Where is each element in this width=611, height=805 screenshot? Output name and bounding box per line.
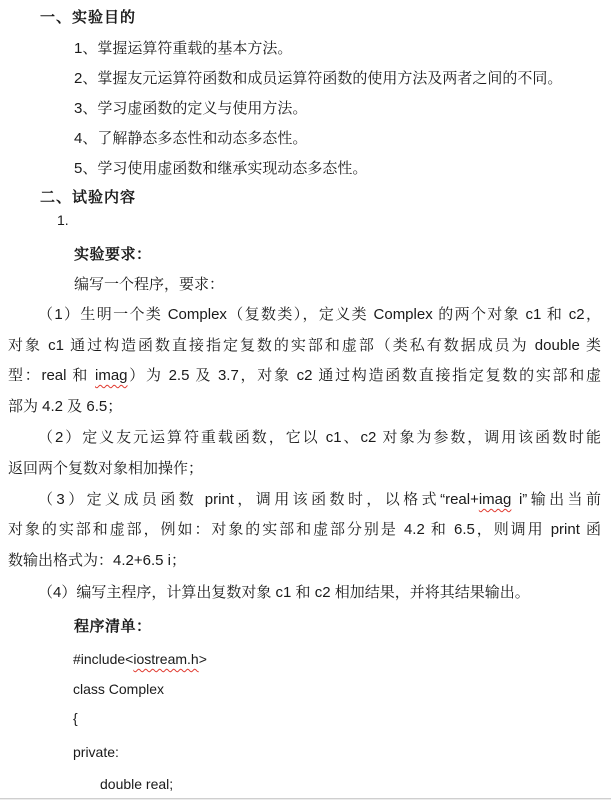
section1-heading: 一、实验目的 (40, 9, 137, 26)
page-bottom-divider (0, 798, 611, 800)
code-private-line: private: (73, 744, 119, 760)
para3-line3: 数输出格式为：4.2+6.5 i； (8, 552, 186, 569)
para3-line1 (8, 490, 601, 510)
section2-heading: 二、试验内容 (40, 189, 137, 206)
para1-line1: （1）生明一个类 Complex（复数类），定义类 Complex 的两个对象 c1 和 c2， (38, 306, 601, 323)
para3-line1-pre: （3）定义成员函数 print，调用该函数时，以格式“real+ (38, 491, 479, 508)
misspelled-word-imag: imag (478, 491, 512, 508)
requirements-heading: 实验要求： (74, 246, 152, 263)
code-class-line: class Complex (73, 681, 165, 697)
para1-line3 (8, 366, 601, 386)
para1-line3-pre: 型：real 和 (8, 367, 95, 384)
objective-item-4: 4、了解静态多态性和动态多态性。 (74, 130, 308, 147)
para1-line2: 对象 c1 通过构造函数直接指定复数的实部和虚部（类私有数据成员为 double 类 (8, 337, 601, 354)
code-include-pre: #include< (73, 651, 134, 667)
code-member-line: double real; (100, 776, 174, 792)
para2-line2: 返回两个复数对象相加操作； (8, 460, 204, 477)
para3-line2: 对象的实部和虚部，例如：对象的实部和虚部分别是 4.2 和 6.5，则调用 print 函 (8, 521, 601, 538)
code-include-line (73, 651, 207, 667)
para2-line1: （2）定义友元运算符重载函数，它以 c1、c2 对象为参数，调用该函数时能 (38, 429, 601, 446)
para1-line3-post: ）为 2.5 及 3.7，对象 c2 通过构造函数直接指定复数的实部和虚 (127, 367, 601, 384)
objective-item-3: 3、学习虚函数的定义与使用方法。 (74, 100, 308, 117)
objective-item-5: 5、学习使用虚函数和继承实现动态多态性。 (74, 160, 368, 177)
para3-line1-post: i”输出当前 (511, 491, 601, 508)
para1-line4: 部为 4.2 及 6.5； (8, 398, 123, 415)
content-item-number: 1. (57, 212, 69, 228)
requirements-intro: 编写一个程序，要求： (74, 276, 225, 293)
para4-line1: （4）编写主程序，计算出复数对象 c1 和 c2 相加结果，并将其结果输出。 (38, 584, 530, 601)
objective-item-2: 2、掌握友元运算符函数和成员运算符函数的使用方法及两者之间的不同。 (74, 70, 563, 87)
listing-heading: 程序清单： (74, 618, 152, 635)
misspelled-word-imag: imag (95, 367, 128, 384)
code-open-brace: { (73, 710, 78, 726)
objective-item-1: 1、掌握运算符重载的基本方法。 (74, 40, 293, 57)
misspelled-word-iostream: iostream.h (133, 651, 199, 667)
code-include-post: > (198, 651, 207, 667)
